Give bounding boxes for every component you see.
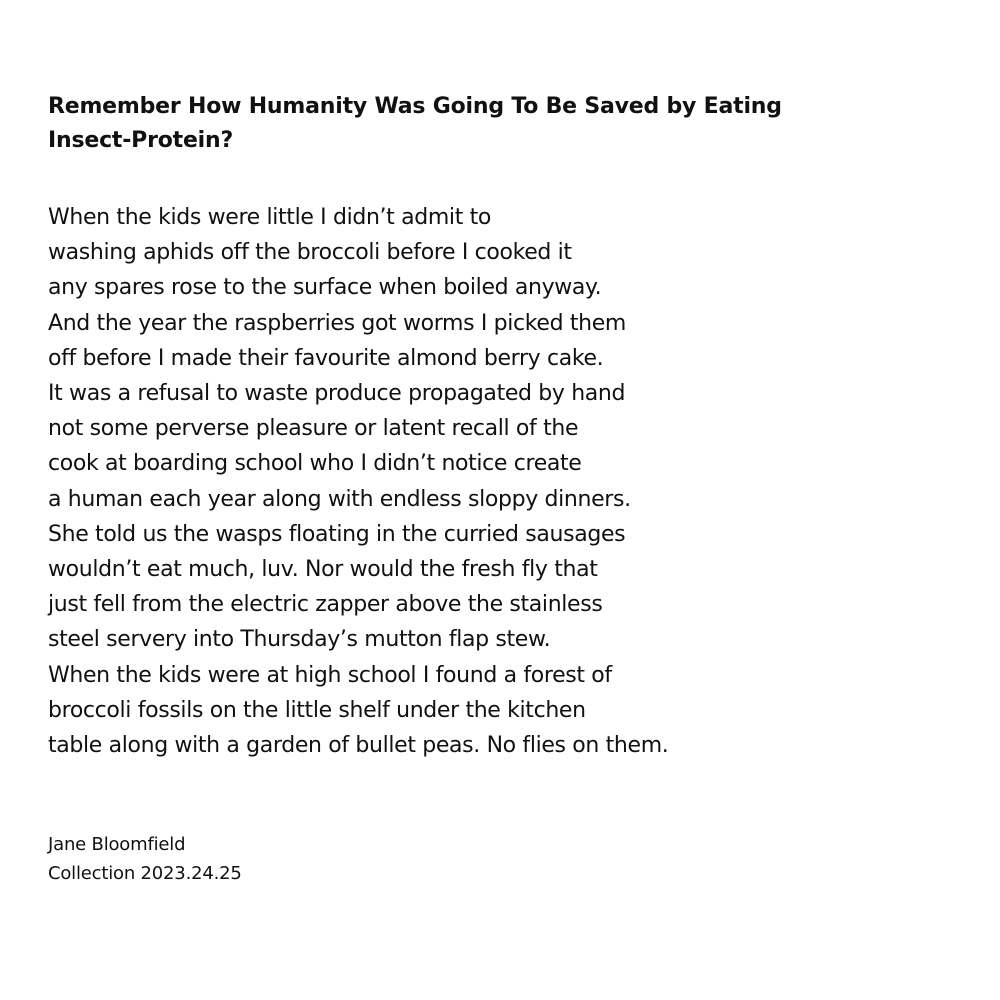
poem-line: steel servery into Thursday’s mutton flap stew. [48, 627, 551, 653]
poem-line: It was a refusal to waste produce propagated by hand [48, 381, 626, 407]
poem-line: table along with a garden of bullet peas. No flies on them. [48, 733, 669, 759]
poem-line: cook at boarding school who I didn’t notice create [48, 451, 582, 477]
poem-line: just fell from the electric zapper above the stainless [48, 592, 603, 618]
poem-line: broccoli fossils on the little shelf under the kitchen [48, 697, 586, 723]
poem-line: wouldn’t eat much, luv. Nor would the fresh fly that [48, 557, 598, 583]
collection-number: Collection 2023.24.25 [48, 863, 242, 884]
poem-line: a human each year along with endless sloppy dinners. [48, 486, 631, 512]
poem-title-line: Insect-Protein? [48, 128, 234, 153]
poem-line: off before I made their favourite almond berry cake. [48, 345, 604, 371]
poem-line: any spares rose to the surface when boiled anyway. [48, 275, 602, 301]
poem-line: washing aphids off the broccoli before I cooked it [48, 240, 572, 266]
poem-line: When the kids were little I didn’t admit to [48, 205, 491, 230]
poem-line: And the year the raspberries got worms I picked them [48, 310, 626, 336]
poem-title [48, 90, 948, 158]
poem-line: not some perverse pleasure or latent recall of the [48, 416, 579, 442]
attribution [48, 830, 242, 888]
poem-line: When the kids were at high school I found a forest of [48, 662, 612, 688]
poem-title-line: Remember How Humanity Was Going To Be Saved by Eating [48, 94, 782, 119]
poem-line: She told us the wasps floating in the curried sausages [48, 521, 626, 547]
poem-body [48, 200, 948, 763]
poem-page [48, 90, 948, 763]
author-name: Jane Bloomfield [48, 834, 186, 855]
